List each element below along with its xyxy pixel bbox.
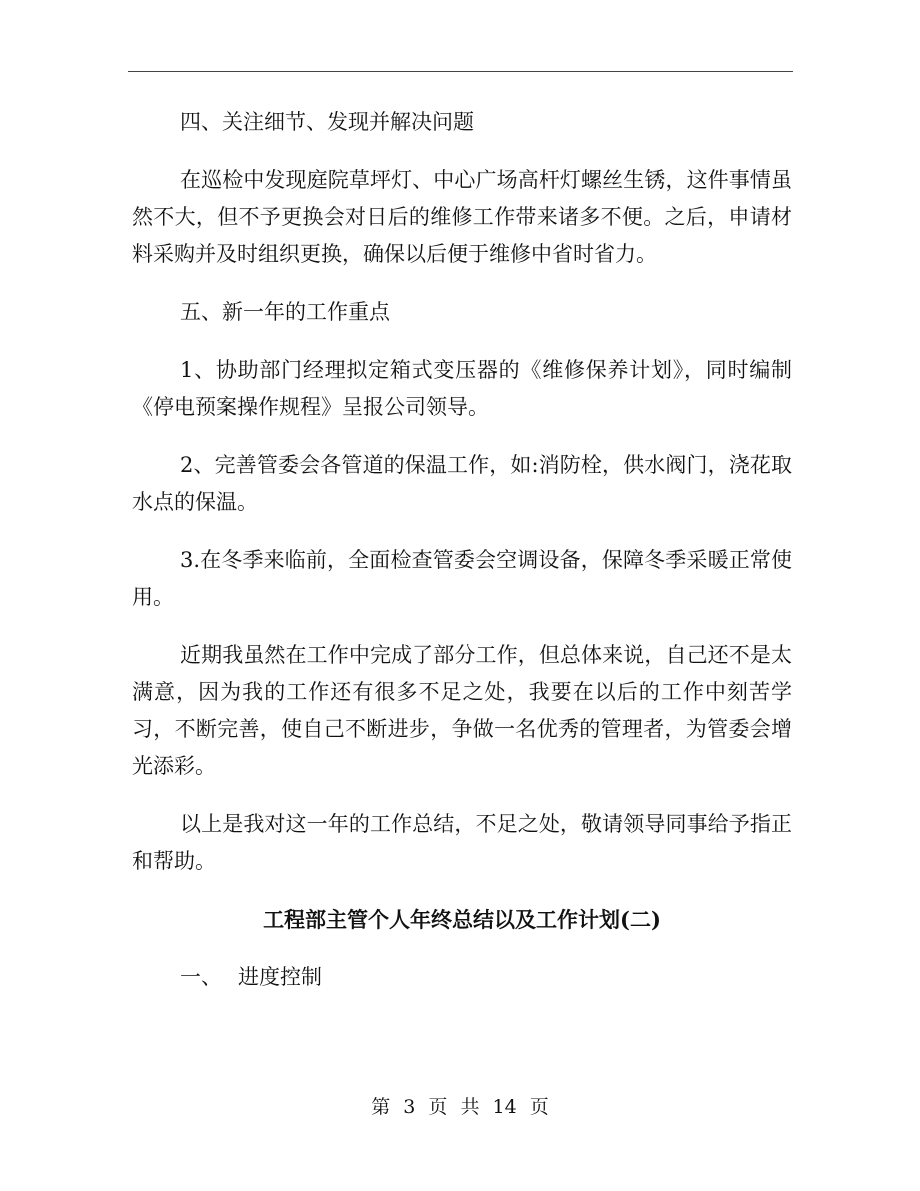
paragraph-reflection: 近期我虽然在工作中完成了部分工作，但总体来说，自己还不是太满意，因为我的工作还有很多不足之处，我要在以后的工作中刻苦学习，不断完善，使自己不断进步，争做一名优秀的管理者，为管委会增光添彩。 <box>132 643 792 778</box>
document-body <box>132 104 792 996</box>
footer-prefix: 第 <box>371 1096 391 1118</box>
section-heading-progress <box>132 959 792 996</box>
footer-page-word: 页 <box>428 1096 448 1118</box>
paragraph-inspection: 在巡检中发现庭院草坪灯、中心广场高杆灯螺丝生锈，这件事情虽然不大，但不予更换会对日后的维修工作带来诸多不便。之后，申请材料采购并及时组织更换，确保以后便于维修中省时省力。 <box>132 168 792 266</box>
footer-total-pages: 14 <box>492 1096 517 1118</box>
paragraph-item-2: 2、完善管委会各管道的保温工作，如:消防栓，供水阀门，浇花取水点的保温。 <box>132 453 792 514</box>
paragraph-closing: 以上是我对这一年的工作总结，不足之处，敬请领导同事给予指正和帮助。 <box>132 812 792 873</box>
header-rule <box>128 71 793 72</box>
footer-total-word: 共 <box>460 1096 480 1118</box>
paragraph-item-1: 1、协助部门经理拟定箱式变压器的《维修保养计划》，同时编制《停电预案操作规程》呈报公司领导。 <box>132 358 792 419</box>
heading-five: 五、新一年的工作重点 <box>180 300 390 324</box>
heading-four: 四、关注细节、发现并解决问题 <box>180 110 474 134</box>
footer-suffix: 页 <box>529 1096 549 1118</box>
section-number: 一、 <box>180 965 222 989</box>
paragraph-item-3: 3.在冬季来临前，全面检查管委会空调设备，保障冬季采暖正常使用。 <box>132 548 792 609</box>
section-label: 进度控制 <box>238 965 322 989</box>
footer-current-page: 3 <box>403 1096 416 1118</box>
page-footer <box>0 1092 920 1122</box>
document-title: 工程部主管个人年终总结以及工作计划(二) <box>263 907 661 932</box>
